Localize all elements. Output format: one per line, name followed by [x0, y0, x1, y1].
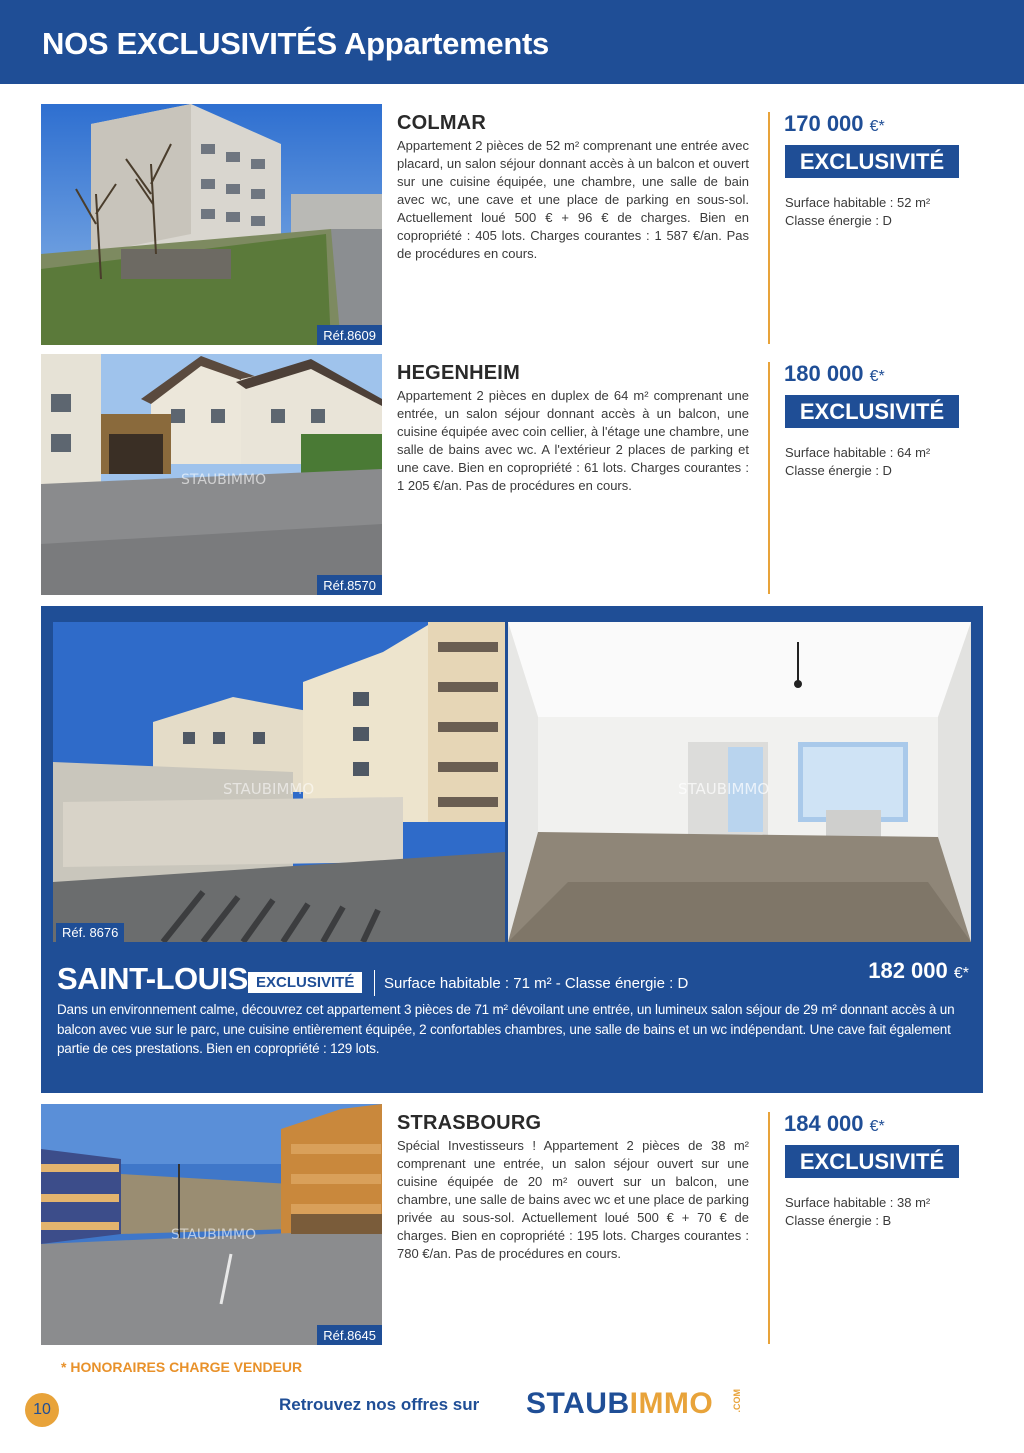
page-number: 10 [25, 1393, 59, 1427]
listing-price: 170 000 €* [784, 111, 885, 136]
listing-hegenheim[interactable] [0, 354, 1024, 596]
ref-badge: Réf.8570 [317, 575, 382, 595]
surface-spec: Surface habitable : 52 m² [785, 195, 931, 210]
svg-text:STAUBIMMO: STAUBIMMO [223, 780, 315, 798]
building-photo [41, 1104, 382, 1345]
featured-photo-exterior[interactable] [53, 622, 505, 942]
featured-price: 182 000 €* [868, 958, 969, 983]
page-header [0, 0, 1024, 84]
listing-photo[interactable] [41, 1104, 382, 1345]
building-photo [41, 104, 382, 345]
featured-specs: Surface habitable : 71 m² - Classe énergie : D [384, 975, 689, 992]
listing-description: Appartement 2 pièces en duplex de 64 m² comprenant une entrée, un salon séjour donnant accès à un balcon, une cuisine équipée avec coin cellier, à l'étage une chambre, une salle de bains avec wc. A l'extérieur 2 places de parking et une cave. Bien en copropriété : 61 lots. Charges courantes : 1 205 €/an. Pas de procédures en cours. [397, 388, 749, 493]
divider [768, 362, 770, 594]
listing-price: 180 000 €* [784, 361, 885, 386]
exclusivite-badge: EXCLUSIVITÉ [785, 145, 959, 178]
svg-text:STAUBIMMO: STAUBIMMO [171, 1227, 257, 1243]
building-photo [53, 622, 505, 942]
listing-city: HEGENHEIM [397, 362, 520, 384]
listing-colmar[interactable] [0, 104, 1024, 346]
featured-photo-interior[interactable] [508, 622, 971, 942]
exclusivite-badge: EXCLUSIVITÉ [785, 1145, 959, 1178]
listing-description: Spécial Investisseurs ! Appartement 2 pièces de 38 m² comprenant une entrée, un salon séjour ouvert sur une cuisine équipée de 20 m² ouvert sur un balcon, une chambre, une salle de bains avec wc et une place de parking privée au sous-sol. Actuellement loué 500 € + 70 € de charges. Bien en copropriété : 195 lots. Charges courantes : 780 €/an. Pas de procédures en cours. [397, 1138, 749, 1261]
featured-description: Dans un environnement calme, découvrez cet appartement 3 pièces de 71 m² dévoilant une entrée, un lumineux salon séjour de 29 m² donnant accès à un balcon avec vue sur le parc, une cuisine entièrement équipée, 2 confortables chambres, une salle de bains et un wc indépendant. Une cave fait également partie de ces prestations. Bien en copropriété : 129 lots. [57, 1002, 955, 1056]
honoraires-note: * HONORAIRES CHARGE VENDEUR [61, 1359, 303, 1375]
ref-badge: Réf.8609 [317, 325, 382, 345]
svg-text:STAUBIMMO: STAUBIMMO [181, 472, 267, 488]
divider [768, 1112, 770, 1344]
energy-spec: Classe énergie : D [785, 463, 892, 478]
exclusivite-badge: EXCLUSIVITÉ [785, 395, 959, 428]
listing-city: STRASBOURG [397, 1112, 542, 1134]
building-photo [41, 354, 382, 595]
listing-photo[interactable] [41, 104, 382, 345]
featured-listing-saint-louis[interactable] [41, 606, 983, 1093]
listing-photo[interactable] [41, 354, 382, 595]
energy-spec: Classe énergie : D [785, 213, 892, 228]
ref-badge: Réf.8645 [317, 1325, 382, 1345]
listing-price: 184 000 €* [784, 1111, 885, 1136]
divider [768, 112, 770, 344]
logo-immo: IMMO [629, 1387, 714, 1420]
page-title: NOS EXCLUSIVITÉS Appartements [42, 26, 549, 61]
listing-city: COLMAR [397, 112, 486, 134]
ref-badge: Réf. 8676 [56, 923, 124, 942]
room-photo [508, 622, 971, 942]
exclusivite-badge: EXCLUSIVITÉ [248, 972, 362, 993]
logo-com: .COM [732, 1389, 742, 1413]
surface-spec: Surface habitable : 64 m² [785, 445, 931, 460]
surface-spec: Surface habitable : 38 m² [785, 1195, 931, 1210]
listing-description: Appartement 2 pièces de 52 m² comprenant une entrée avec placard, un salon séjour donnant accès à un balcon et ouvert sur une cuisine équipée, une chambre, une salle de bain avec wc, une cave et une place de parking en sous-sol. Actuellement loué 500 € + 96 € de charges. Bien en copropriété : 405 lots. Charges courantes : 1 587 €/an. Pas de procédures en cours. [397, 138, 749, 261]
listing-strasbourg[interactable] [0, 1104, 1024, 1346]
featured-city: SAINT-LOUIS [57, 961, 248, 996]
logo-staub: STAUB [526, 1387, 630, 1420]
energy-spec: Classe énergie : B [785, 1213, 892, 1228]
offers-link-text[interactable]: Retrouvez nos offres sur [279, 1395, 480, 1414]
divider [374, 970, 375, 996]
svg-text:STAUBIMMO: STAUBIMMO [678, 780, 770, 798]
staubimmo-logo[interactable] [526, 1387, 742, 1421]
